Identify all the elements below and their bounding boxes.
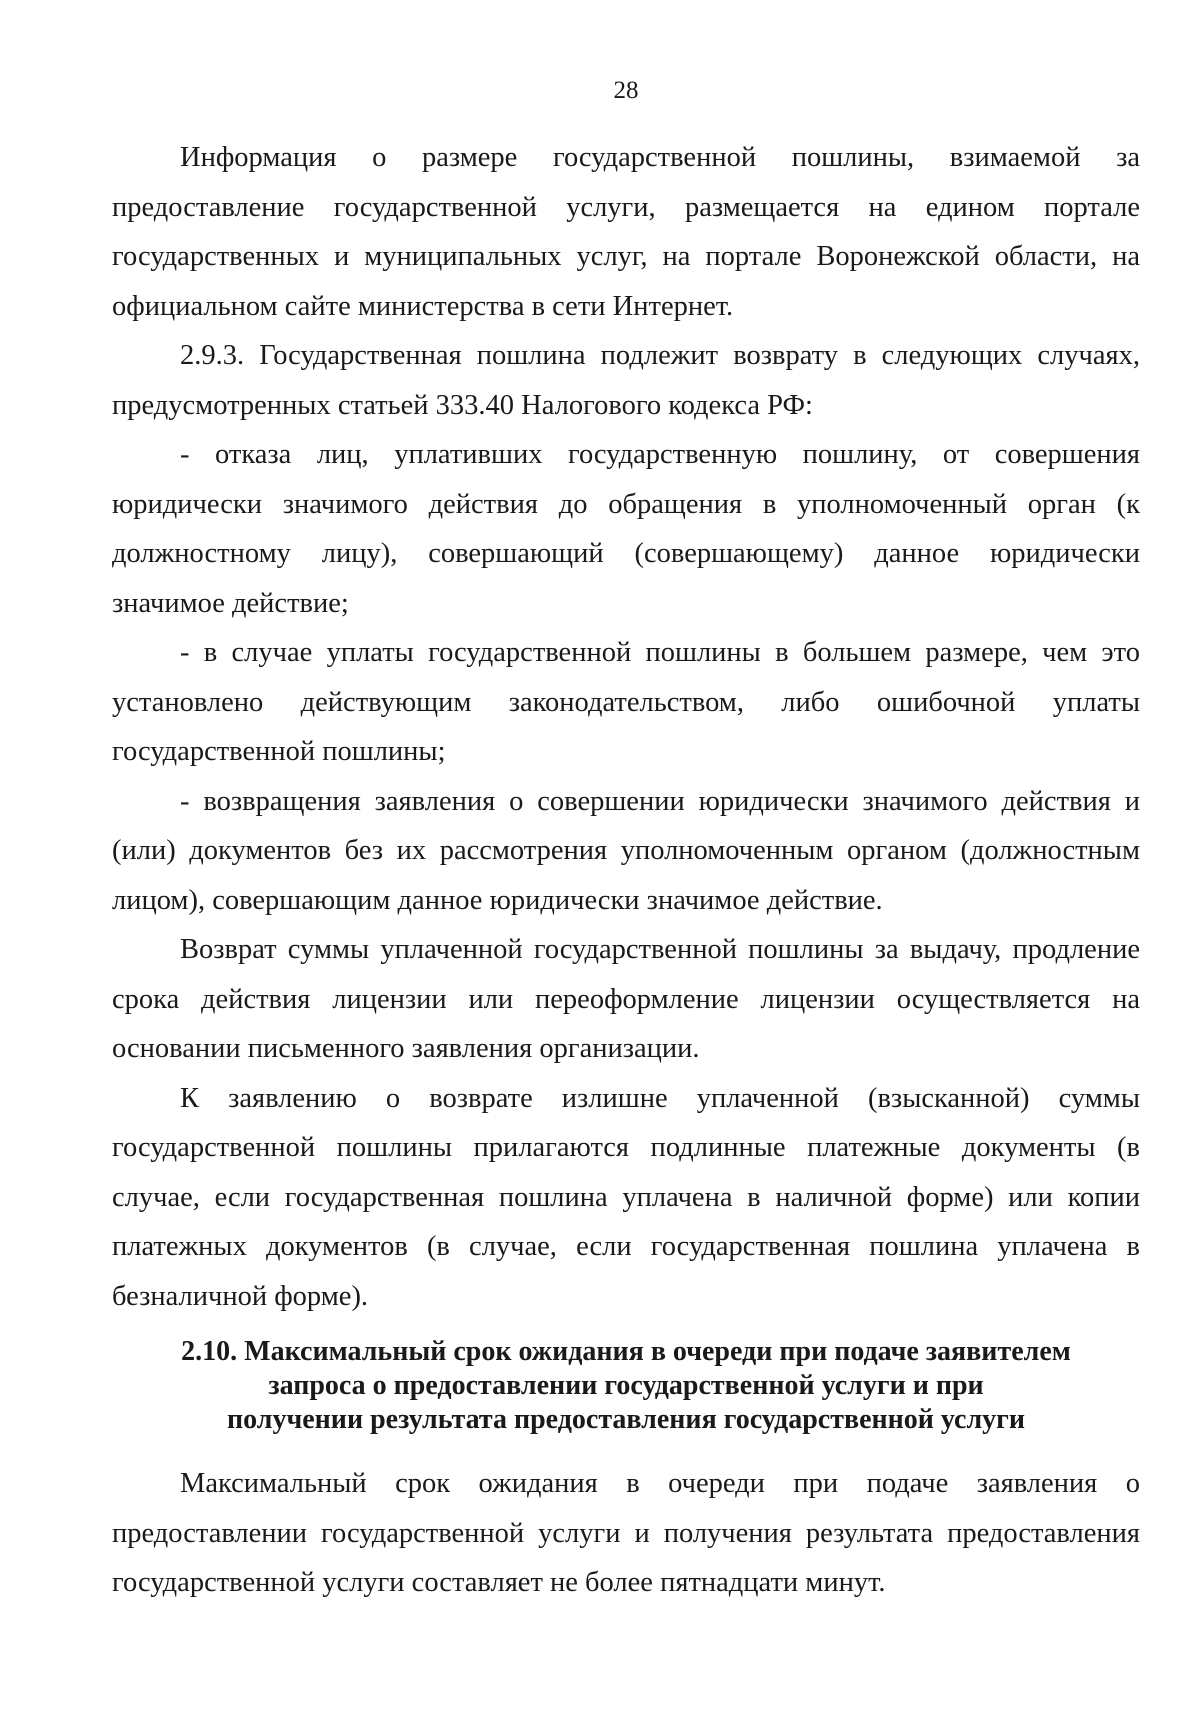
paragraph-refund-documents: К заявлению о возврате излишне уплаченной (взысканной) суммы государственной пошлины прилагаются подлинные платежные документы (в случае, если государственная пошлина уплачена в наличной форме) или копии платежных документов (в случае, если государственная пошлина уплачена в безналичной форме). bbox=[112, 1082, 1140, 1312]
paragraph-fee-info: Информация о размере государственной пошлины, взимаемой за предоставление государственной услуги, размещается на едином портале государственных и муниципальных услуг, на портале Воронежской области, на официальном сайте министерства в сети Интернет. bbox=[112, 142, 1140, 322]
section-heading-line: запроса о предоставлении государственной услуги и при bbox=[268, 1370, 984, 1401]
section-heading-line: 2.10. Максимальный срок ожидания в очереди при подаче заявителем bbox=[181, 1336, 1071, 1367]
paragraph-refund-basis: Возврат суммы уплаченной государственной пошлины за выдачу, продление срока действия лицензии или переоформление лицензии осуществляется на основании письменного заявления организации. bbox=[112, 934, 1140, 1064]
list-item-refusal: - отказа лиц, уплативших государственную пошлину, от совершения юридически значимого действия до обращения в уполномоченный орган (к должностному лицу), совершающий (совершающему) данное юридически значимое действие; bbox=[112, 439, 1140, 619]
section-heading-line: получении результата предоставления государственной услуги bbox=[226, 1404, 1026, 1435]
document-body bbox=[112, 133, 1140, 1608]
paragraph-max-wait: Максимальный срок ожидания в очереди при подаче заявления о предоставлении государственной услуги и получения результата предоставления государственной услуги составляет не более пятнадцати минут. bbox=[112, 1468, 1140, 1598]
list-item-return: - возвращения заявления о совершении юридически значимого действия и (или) документов без их рассмотрения уполномоченным органом (должностным лицом), совершающим данное юридически значимое действие. bbox=[112, 785, 1140, 916]
paragraph-2-9-3: 2.9.3. Государственная пошлина подлежит возврату в следующих случаях, предусмотренных статьей 333.40 Налогового кодекса РФ: bbox=[112, 340, 1140, 421]
section-heading-2-10 bbox=[112, 1335, 1140, 1437]
list-item-overpayment: - в случае уплаты государственной пошлины в большем размере, чем это установлено действующим законодательством, либо ошибочной уплаты государственной пошлины; bbox=[112, 637, 1140, 767]
page-number: 28 bbox=[613, 77, 639, 104]
